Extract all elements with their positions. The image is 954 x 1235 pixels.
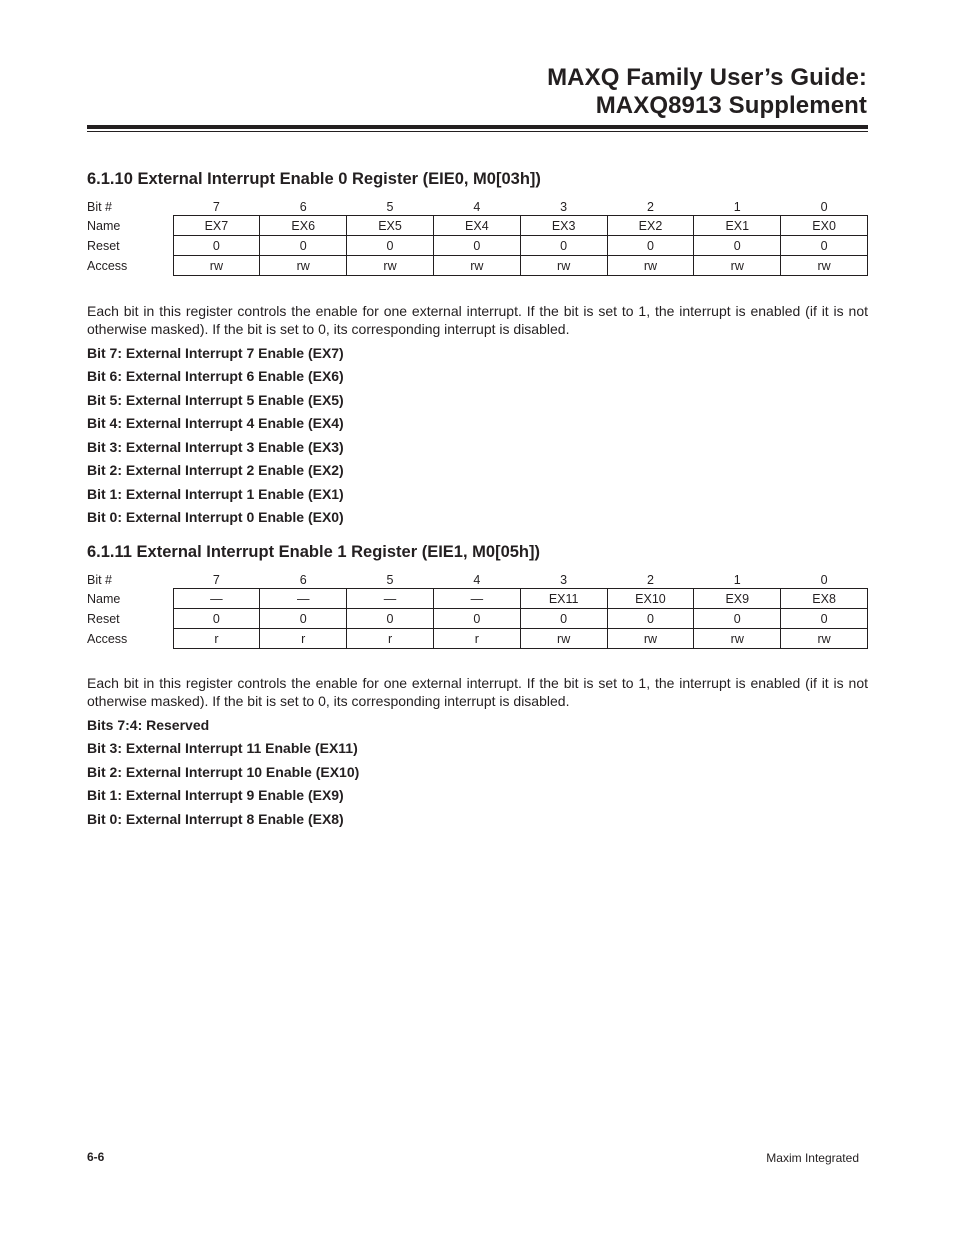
name-cell: EX5: [347, 216, 434, 236]
bit-number-cell: 5: [386, 572, 394, 587]
table-row-reset: [87, 609, 868, 629]
name-cell: EX11: [520, 589, 607, 609]
reset-cell: 0: [607, 609, 694, 629]
row-label-bit: Bit #: [87, 199, 113, 214]
reset-cell: 0: [781, 609, 868, 629]
access-cell: rw: [781, 256, 868, 276]
document-title-line2: MAXQ8913 Supplement: [595, 92, 867, 119]
access-cell: rw: [607, 629, 694, 649]
name-cell: EX8: [781, 589, 868, 609]
name-cell: EX1: [694, 216, 781, 236]
register-table-eie0: [87, 198, 868, 276]
bit-number-cell: 7: [212, 572, 220, 587]
access-cell: r: [433, 629, 520, 649]
table-row-names: [87, 589, 868, 609]
bit-description: Bit 3: External Interrupt 3 Enable (EX3): [87, 439, 344, 455]
bit-number-cell: 0: [820, 199, 828, 214]
row-label-reset: Reset: [87, 611, 120, 626]
name-cell: EX10: [607, 589, 694, 609]
table-row-reset: [87, 236, 868, 256]
reset-cell: 0: [347, 609, 434, 629]
name-cell: —: [173, 589, 260, 609]
bit-description: Bits 7:4: Reserved: [87, 717, 210, 733]
page-number: 6-6: [87, 1150, 105, 1164]
document-title: [547, 64, 867, 120]
reset-cell: 0: [520, 236, 607, 256]
name-cell: —: [433, 589, 520, 609]
access-cell: rw: [520, 256, 607, 276]
reset-cell: 0: [607, 236, 694, 256]
bit-description: Bit 2: External Interrupt 2 Enable (EX2): [87, 462, 344, 478]
bit-number-cell: 2: [646, 199, 654, 214]
reset-cell: 0: [173, 236, 260, 256]
bit-description: Bit 0: External Interrupt 0 Enable (EX0): [87, 509, 344, 525]
access-cell: rw: [433, 256, 520, 276]
reset-cell: 0: [433, 609, 520, 629]
bit-description: Bit 4: External Interrupt 4 Enable (EX4): [87, 415, 344, 431]
bit-number-cell: 4: [473, 572, 481, 587]
access-cell: rw: [781, 629, 868, 649]
bit-number-cell: 1: [733, 199, 741, 214]
bit-number-cell: 6: [299, 572, 307, 587]
access-cell: rw: [694, 256, 781, 276]
access-cell: r: [173, 629, 260, 649]
name-cell: EX3: [520, 216, 607, 236]
bit-description: Bit 3: External Interrupt 11 Enable (EX11): [87, 740, 358, 756]
access-cell: rw: [347, 256, 434, 276]
bit-number-cell: 1: [733, 572, 741, 587]
section-paragraph-eie1: Each bit in this register controls the enable for one external interrupt. If the bit is set to 1, the interrupt is enabled (if it is not otherwise masked). If the bit is set to 0, its corresponding interrupt is disabled.: [87, 675, 868, 709]
bit-number-cell: 4: [473, 199, 481, 214]
section-heading-eie1: 6.1.11 External Interrupt Enable 1 Register (EIE1, M0[05h]): [87, 543, 540, 561]
name-cell: EX6: [260, 216, 347, 236]
row-label-name: Name: [87, 591, 121, 606]
register-table-eie1: [87, 571, 868, 649]
bit-description: Bit 6: External Interrupt 6 Enable (EX6): [87, 368, 344, 384]
bit-description: Bit 1: External Interrupt 1 Enable (EX1): [87, 486, 344, 502]
row-label-access: Access: [87, 258, 128, 273]
access-cell: rw: [520, 629, 607, 649]
table-row-bit-numbers: [87, 198, 868, 216]
bit-number-cell: 5: [386, 199, 394, 214]
table-row-access: [87, 629, 868, 649]
reset-cell: 0: [694, 609, 781, 629]
reset-cell: 0: [260, 236, 347, 256]
table-row-access: [87, 256, 868, 276]
row-label-reset: Reset: [87, 238, 120, 253]
name-cell: EX9: [694, 589, 781, 609]
table-row-bit-numbers: [87, 571, 868, 589]
bit-number-cell: 2: [646, 572, 654, 587]
document-title-line1: MAXQ Family User’s Guide:: [547, 64, 867, 91]
bit-number-cell: 6: [299, 199, 307, 214]
bit-description: Bit 5: External Interrupt 5 Enable (EX5): [87, 392, 344, 408]
reset-cell: 0: [173, 609, 260, 629]
bit-number-cell: 7: [212, 199, 220, 214]
name-cell: —: [347, 589, 434, 609]
name-cell: EX2: [607, 216, 694, 236]
name-cell: EX7: [173, 216, 260, 236]
section-paragraph-eie0: Each bit in this register controls the enable for one external interrupt. If the bit is set to 1, the interrupt is enabled (if it is not otherwise masked). If the bit is set to 0, its corresponding interrupt is disabled.: [87, 303, 868, 337]
access-cell: r: [347, 629, 434, 649]
name-cell: EX0: [781, 216, 868, 236]
row-label-bit: Bit #: [87, 572, 113, 587]
reset-cell: 0: [694, 236, 781, 256]
reset-cell: 0: [520, 609, 607, 629]
bit-description: Bit 7: External Interrupt 7 Enable (EX7): [87, 345, 344, 361]
access-cell: r: [260, 629, 347, 649]
header-rule-thick: [87, 125, 868, 129]
name-cell: EX4: [433, 216, 520, 236]
bit-number-cell: 3: [560, 199, 568, 214]
access-cell: rw: [260, 256, 347, 276]
reset-cell: 0: [781, 236, 868, 256]
bit-description: Bit 2: External Interrupt 10 Enable (EX10): [87, 764, 360, 780]
reset-cell: 0: [260, 609, 347, 629]
bit-number-cell: 3: [560, 572, 568, 587]
bit-description: Bit 0: External Interrupt 8 Enable (EX8): [87, 811, 344, 827]
reset-cell: 0: [347, 236, 434, 256]
section-heading-eie0: 6.1.10 External Interrupt Enable 0 Register (EIE0, M0[03h]): [87, 170, 541, 188]
bit-number-cell: 0: [820, 572, 828, 587]
header-rule-thin: [87, 131, 868, 132]
reset-cell: 0: [433, 236, 520, 256]
row-label-access: Access: [87, 631, 128, 646]
access-cell: rw: [607, 256, 694, 276]
name-cell: —: [260, 589, 347, 609]
access-cell: rw: [694, 629, 781, 649]
table-row-names: [87, 216, 868, 236]
row-label-name: Name: [87, 218, 121, 233]
company-name: Maxim Integrated: [766, 1151, 859, 1165]
access-cell: rw: [173, 256, 260, 276]
bit-description: Bit 1: External Interrupt 9 Enable (EX9): [87, 787, 344, 803]
